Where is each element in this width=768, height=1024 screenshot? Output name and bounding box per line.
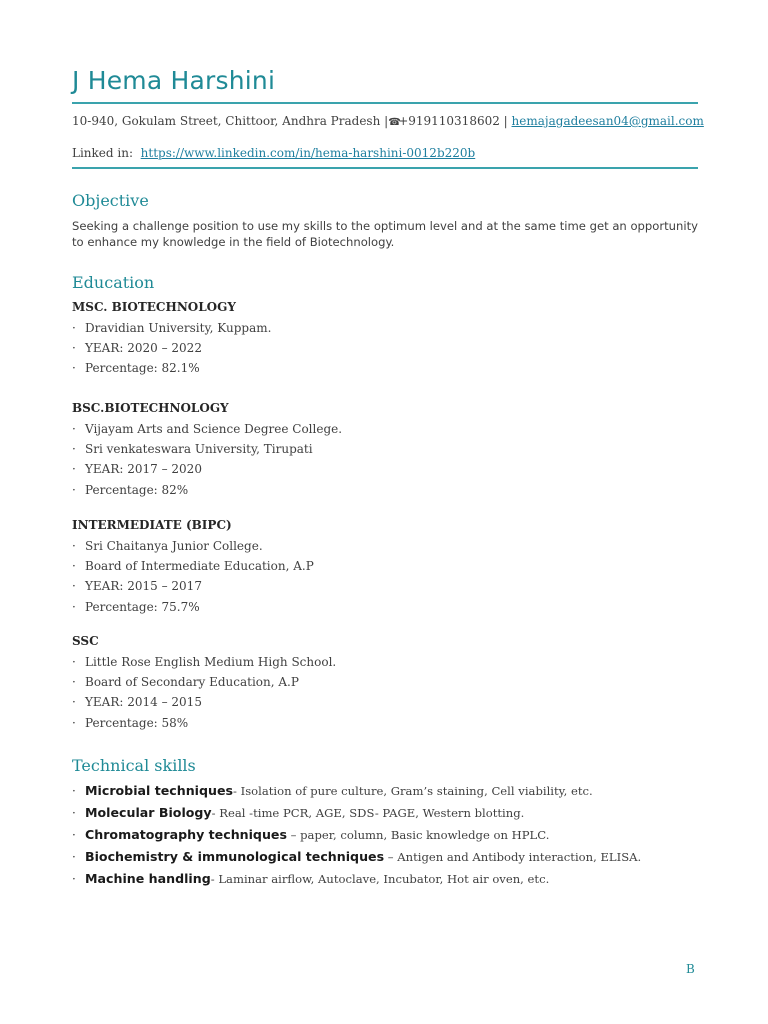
- linkedin-link[interactable]: https://www.linkedin.com/in/hema-harshini-0012b220b: [140, 146, 476, 160]
- bullet-icon: ·: [72, 361, 76, 376]
- skill-item: [72, 780, 641, 802]
- list-item: · Percentage: 82%: [72, 480, 342, 500]
- list-item: · Board of Intermediate Education, A.P: [72, 556, 314, 576]
- skill-desc: - Laminar airflow, Autoclave, Incubator, Hot air oven, etc.: [210, 872, 550, 886]
- contact-line: [72, 114, 704, 128]
- skill-title: Machine handling: [85, 871, 211, 886]
- skills-heading: Technical skills: [72, 756, 196, 775]
- bullet-icon: ·: [72, 784, 76, 798]
- linkedin-line: [72, 146, 475, 160]
- list-item: · Board of Secondary Education, A.P: [72, 672, 336, 692]
- list-item: · YEAR: 2020 – 2022: [72, 338, 271, 358]
- footer-mark: B: [686, 962, 695, 976]
- list-item: · Vijayam Arts and Science Degree College.: [72, 419, 342, 439]
- skills-list: [72, 780, 641, 890]
- bullet-icon: ·: [72, 806, 76, 820]
- bullet-icon: ·: [72, 539, 76, 553]
- skill-title: Molecular Biology: [85, 805, 212, 820]
- bullet-icon: ·: [72, 715, 76, 730]
- list-item: · YEAR: 2014 – 2015: [72, 692, 336, 712]
- bullet-icon: ·: [72, 695, 76, 710]
- degree-title: INTERMEDIATE (BIPC): [72, 518, 232, 532]
- list-item: · Dravidian University, Kuppam.: [72, 318, 271, 338]
- phone-icon: ☎: [388, 117, 401, 128]
- degree-title: SSC: [72, 634, 99, 648]
- list-item: · YEAR: 2017 – 2020: [72, 459, 342, 479]
- skill-desc: – Antigen and Antibody interaction, ELISA.: [384, 850, 642, 864]
- objective-heading: Objective: [72, 191, 149, 210]
- header-rule-bottom: [72, 167, 698, 169]
- degree-details: [72, 318, 271, 379]
- list-item: · Sri Chaitanya Junior College.: [72, 536, 314, 556]
- bullet-icon: ·: [72, 872, 76, 886]
- bullet-icon: ·: [72, 559, 76, 574]
- list-item: · YEAR: 2015 – 2017: [72, 576, 314, 596]
- list-item: · Little Rose English Medium High School.: [72, 652, 336, 672]
- bullet-icon: ·: [72, 850, 76, 864]
- bullet-icon: ·: [72, 321, 76, 335]
- skill-item: [72, 868, 641, 890]
- phone-text: +919110318602 |: [398, 114, 508, 128]
- skill-desc: – paper, column, Basic knowledge on HPLC.: [286, 828, 550, 842]
- skill-title: Microbial techniques: [85, 783, 234, 798]
- education-heading: Education: [72, 273, 155, 292]
- degree-title: BSC.BIOTECHNOLOGY: [72, 401, 229, 415]
- bullet-icon: ·: [72, 482, 76, 497]
- bullet-icon: ·: [72, 675, 76, 690]
- header-rule-top: [72, 102, 698, 104]
- bullet-icon: ·: [72, 442, 76, 457]
- skill-item: [72, 824, 641, 846]
- bullet-icon: ·: [72, 828, 76, 842]
- degree-title: MSC. BIOTECHNOLOGY: [72, 300, 236, 314]
- objective-text: Seeking a challenge position to use my skills to the optimum level and at the same time get an opportunity to enhance my knowledge in the field of Biotechnology.: [72, 219, 699, 249]
- candidate-name: J Hema Harshini: [72, 66, 276, 95]
- skill-title: Biochemistry & immunological techniques: [85, 849, 385, 864]
- degree-details: [72, 652, 336, 733]
- list-item: · Percentage: 58%: [72, 713, 336, 733]
- bullet-icon: ·: [72, 579, 76, 594]
- list-item: · Sri venkateswara University, Tirupati: [72, 439, 342, 459]
- email-link[interactable]: hemajagadeesan04@gmail.com: [511, 114, 704, 128]
- skill-item: [72, 846, 641, 868]
- address-text: 10-940, Gokulam Street, Chittoor, Andhra Pradesh |: [72, 114, 389, 128]
- bullet-icon: ·: [72, 341, 76, 356]
- linkedin-label: Linked in:: [72, 146, 134, 160]
- degree-details: [72, 419, 342, 500]
- skill-desc: - Isolation of pure culture, Gram’s staining, Cell viability, etc.: [233, 784, 593, 798]
- skill-desc: - Real -time PCR, AGE, SDS- PAGE, Western blotting.: [211, 806, 525, 820]
- bullet-icon: ·: [72, 599, 76, 614]
- skill-title: Chromatography techniques: [85, 827, 287, 842]
- bullet-icon: ·: [72, 655, 76, 669]
- degree-details: [72, 536, 314, 617]
- list-item: · Percentage: 75.7%: [72, 597, 314, 617]
- bullet-icon: ·: [72, 422, 76, 436]
- list-item: · Percentage: 82.1%: [72, 358, 271, 378]
- bullet-icon: ·: [72, 462, 76, 477]
- skill-item: [72, 802, 641, 824]
